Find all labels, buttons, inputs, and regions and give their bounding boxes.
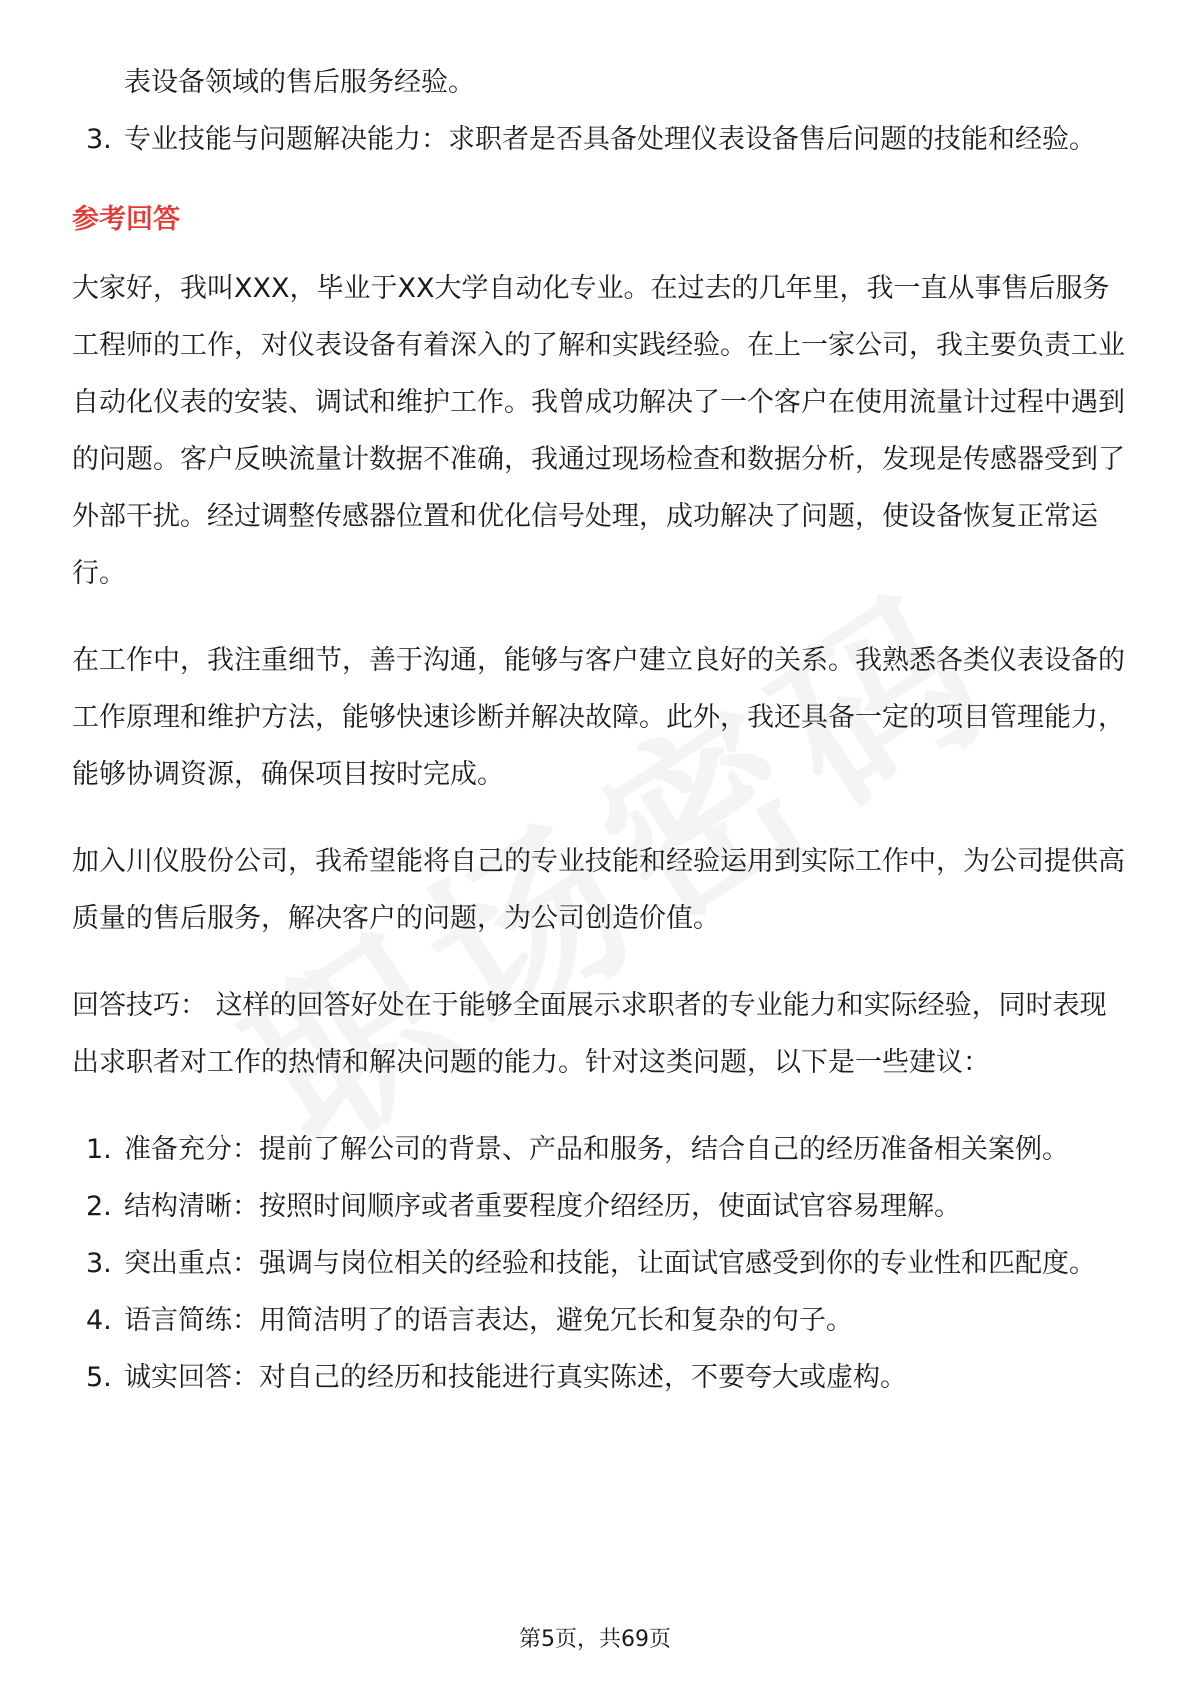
list-item (72, 1235, 1132, 1292)
list-number: 5. (86, 1362, 112, 1393)
list-item-text: 语言简练：用简洁明了的语言表达，避免冗长和复杂的句子。 (124, 1305, 853, 1336)
list-item-text: 突出重点：强调与岗位相关的经验和技能，让面试官感受到你的专业性和匹配度。 (124, 1248, 1096, 1279)
list-item (72, 1178, 1132, 1235)
criteria-list (72, 111, 1132, 168)
list-item (72, 1349, 1132, 1406)
list-item-text: 结构清晰：按照时间顺序或者重要程度介绍经历，使面试官容易理解。 (124, 1191, 961, 1222)
list-number: 3. (86, 1248, 112, 1279)
tips-intro-paragraph: 回答技巧： 这样的回答好处在于能够全面展示求职者的专业能力和实际经验，同时表现出求职者对工作的热情和解决问题的能力。针对这类问题，以下是一些建议： (72, 990, 1107, 1078)
answer-paragraph: 加入川仪股份公司，我希望能将自己的专业技能和经验运用到实际工作中，为公司提供高质量的售后服务，解决客户的问题，为公司创造价值。 (72, 846, 1125, 934)
list-item-text: 专业技能与问题解决能力：求职者是否具备处理仪表设备售后问题的技能和经验。 (124, 124, 1096, 155)
page-content (72, 54, 1132, 1406)
answer-paragraph: 大家好，我叫XXX，毕业于XX大学自动化专业。在过去的几年里，我一直从事售后服务工程师的工作，对仪表设备有着深入的了解和实践经验。在上一家公司，我主要负责工业自动化仪表的安装、调试和维护工作。我曾成功解决了一个客户在使用流量计过程中遇到的问题。客户反映流量计数据不准确，我通过现场检查和数据分析，发现是传感器受到了外部干扰。经过调整传感器位置和优化信号处理，成功解决了问题，使设备恢复正常运行。 (72, 273, 1125, 589)
continued-list-text: 表设备领域的售后服务经验。 (124, 67, 475, 98)
tips-list (72, 1121, 1132, 1406)
section-heading: 参考回答 (72, 204, 180, 235)
list-number: 2. (86, 1191, 112, 1222)
list-item-text: 诚实回答：对自己的经历和技能进行真实陈述，不要夸大或虚构。 (124, 1362, 907, 1393)
list-item-text: 准备充分：提前了解公司的背景、产品和服务，结合自己的经历准备相关案例。 (124, 1134, 1069, 1165)
list-number: 3. (86, 124, 112, 155)
list-item (72, 1121, 1132, 1178)
page-number-footer: 第5页，共69页 (519, 1627, 671, 1652)
list-number: 4. (86, 1305, 112, 1336)
list-item (72, 111, 1132, 168)
list-item (72, 1292, 1132, 1349)
answer-paragraph: 在工作中，我注重细节，善于沟通，能够与客户建立良好的关系。我熟悉各类仪表设备的工作原理和维护方法，能够快速诊断并解决故障。此外，我还具备一定的项目管理能力，能够协调资源，确保项目按时完成。 (72, 645, 1125, 790)
list-number: 1. (86, 1134, 112, 1165)
